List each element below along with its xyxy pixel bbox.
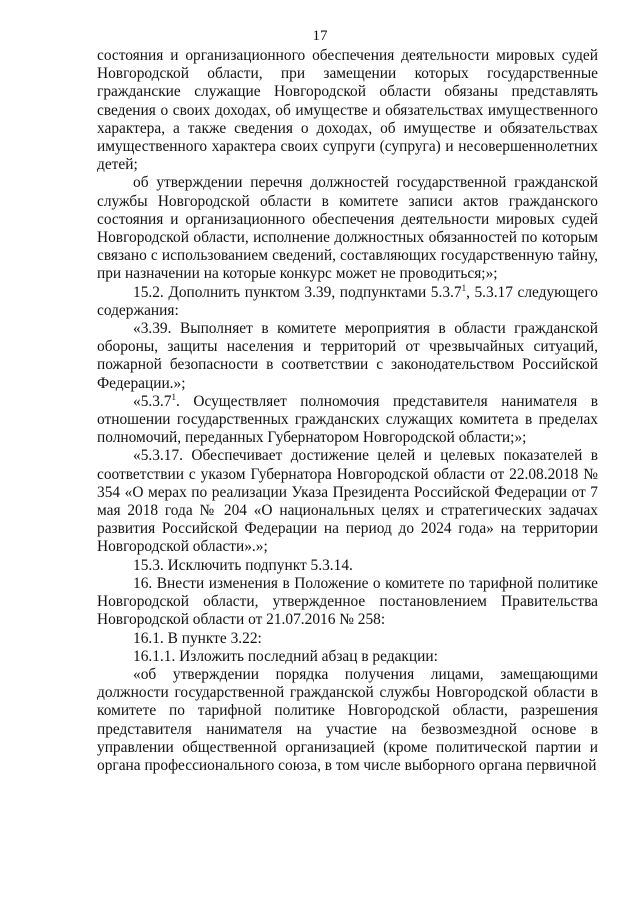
document-body (97, 47, 598, 775)
paragraph-16-1: 16.1. В пункте 3.22: (133, 629, 262, 647)
paragraph-16-1-1: 16.1.1. Изложить последний абзац в редакции: (133, 647, 438, 665)
paragraph-quote-poryadok: «об утверждении порядка получения лицами, замещающими должности государственной гражданской службы Новгородской области в комитете по тарифной политике Новгородской области, разрешения представителя нанимателя на участие на безвозмездной основе в управлении общественной организацией (кроме политической партии и органа профессионального союза, в том числе выборного органа первичной (97, 665, 598, 774)
paragraph-15-2-text-b: , 5.3.17 следующего содержания: (97, 283, 598, 319)
paragraph-15-3: 15.3. Исключить подпункт 5.3.14. (133, 556, 353, 574)
paragraph-5-3-7-1-text-a: «5.3.7 (133, 392, 172, 410)
paragraph-5-3-7-1 (97, 393, 598, 448)
paragraph-3-39: «3.39. Выполняет в комитете мероприятия в области гражданской обороны, защиты населения и территорий от чрезвычайных ситуаций, пожарной безопасности в соответствии с законодательством Российской Федерации.»; (97, 320, 598, 392)
paragraph-15-2-text-a: 15.2. Дополнить пунктом 3.39, подпунктами 5.3.7 (133, 283, 462, 301)
paragraph-continuation: состояния и организационного обеспечения деятельности мировых судей Новгородской области, при замещении которых государственные гражданские служащие Новгородской области обязаны представлять сведения о своих доходах, об имуществе и обязательствах имущественного характера, а также сведения о доходах, об имуществе и обязательствах имущественного характера своих супруги (супруга) и несовершеннолетних детей; (97, 47, 598, 174)
superscript-marker: 1 (461, 282, 467, 293)
superscript-marker: 1 (171, 391, 176, 402)
paragraph-5-3-17: «5.3.17. Обеспечивает достижение целей и целевых показателей в соответствии с указом Губернатора Новгородской области от 22.08.2018 № 354 «О мерах по реализации Указа Президента Российской Федерации от 7 мая 2018 года № 204 «О национальных целях и стратегических задачах развития Российской Федерации на период до 2024 года» на территории Новгородской области».»; (97, 447, 598, 556)
paragraph-16: 16. Внести изменения в Положение о комитете по тарифной политике Новгородской области, утвержденное постановлением Правительства Новгородской области от 21.07.2016 № 258: (97, 574, 598, 629)
paragraph-5-3-7-1-text-b: . Осуществляет полномочия представителя нанимателя в отношении государственных гражданских служащих комитета в пределах полномочий, переданных Губернатором Новгородской области;»; (97, 392, 598, 447)
paragraph-perechen: об утверждении перечня должностей государственной гражданской службы Новгородской области в комитете записи актов гражданского состояния и организационного обеспечения деятельности мировых судей Новгородской области, исполнение должностных обязанностей по которым связано с использованием сведений, составляющих государственную тайну, при назначении на которые конкурс может не проводиться;»; (97, 174, 598, 283)
paragraph-15-2 (97, 284, 598, 320)
page-number: 17 (312, 28, 328, 44)
